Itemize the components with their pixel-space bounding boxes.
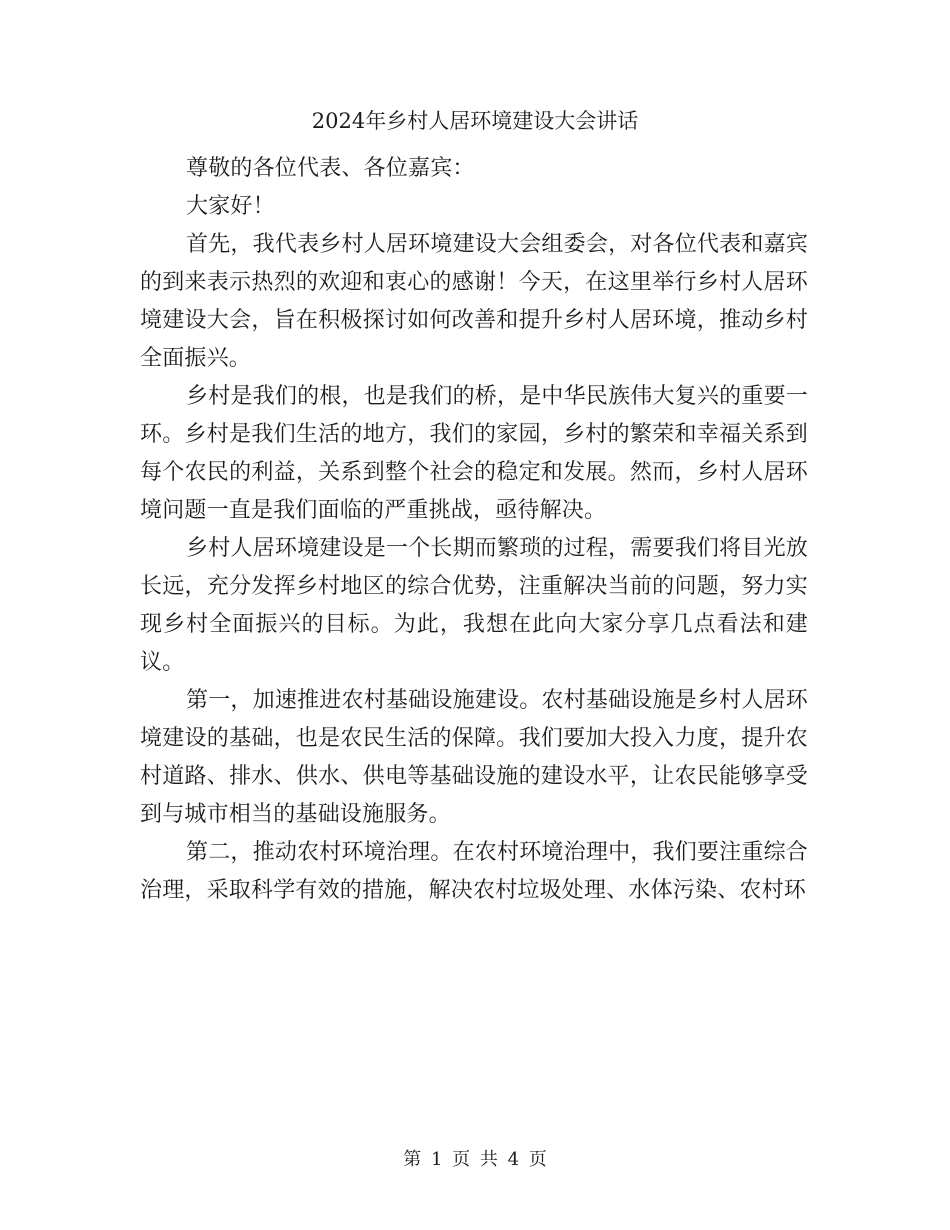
- body-paragraph: 首先，我代表乡村人居环境建设大会组委会，对各位代表和嘉宾的到来表示热烈的欢迎和衷心的感谢！今天，在这里举行乡村人居环境建设大会，旨在积极探讨如何改善和提升乡村人居环境，推动乡村全面振兴。: [140, 232, 808, 371]
- greeting-paragraph: 大家好！: [186, 194, 275, 219]
- page-number-footer: 第 1 页 共 4 页: [403, 1149, 547, 1170]
- salutation-paragraph: 尊敬的各位代表、各位嘉宾：: [186, 156, 475, 181]
- body-paragraph: 第二，推动农村环境治理。在农村环境治理中，我们要注重综合治理，采取科学有效的措施，解决农村垃圾处理、水体污染、农村环: [140, 840, 808, 903]
- body-paragraph: 乡村是我们的根，也是我们的桥，是中华民族伟大复兴的重要一环。乡村是我们生活的地方，我们的家园，乡村的繁荣和幸福关系到每个农民的利益，关系到整个社会的稳定和发展。然而，乡村人居环境问题一直是我们面临的严重挑战，亟待解决。: [140, 384, 808, 523]
- body-paragraph: 乡村人居环境建设是一个长期而繁琐的过程，需要我们将目光放长远，充分发挥乡村地区的综合优势，注重解决当前的问题，努力实现乡村全面振兴的目标。为此，我想在此向大家分享几点看法和建议。: [140, 536, 808, 675]
- document-body: [140, 150, 808, 910]
- body-paragraph: 第一，加速推进农村基础设施建设。农村基础设施是乡村人居环境建设的基础，也是农民生活的保障。我们要加大投入力度，提升农村道路、排水、供水、供电等基础设施的建设水平，让农民能够享受到与城市相当的基础设施服务。: [140, 688, 808, 827]
- document-title: 2024年乡村人居环境建设大会讲话: [311, 109, 639, 133]
